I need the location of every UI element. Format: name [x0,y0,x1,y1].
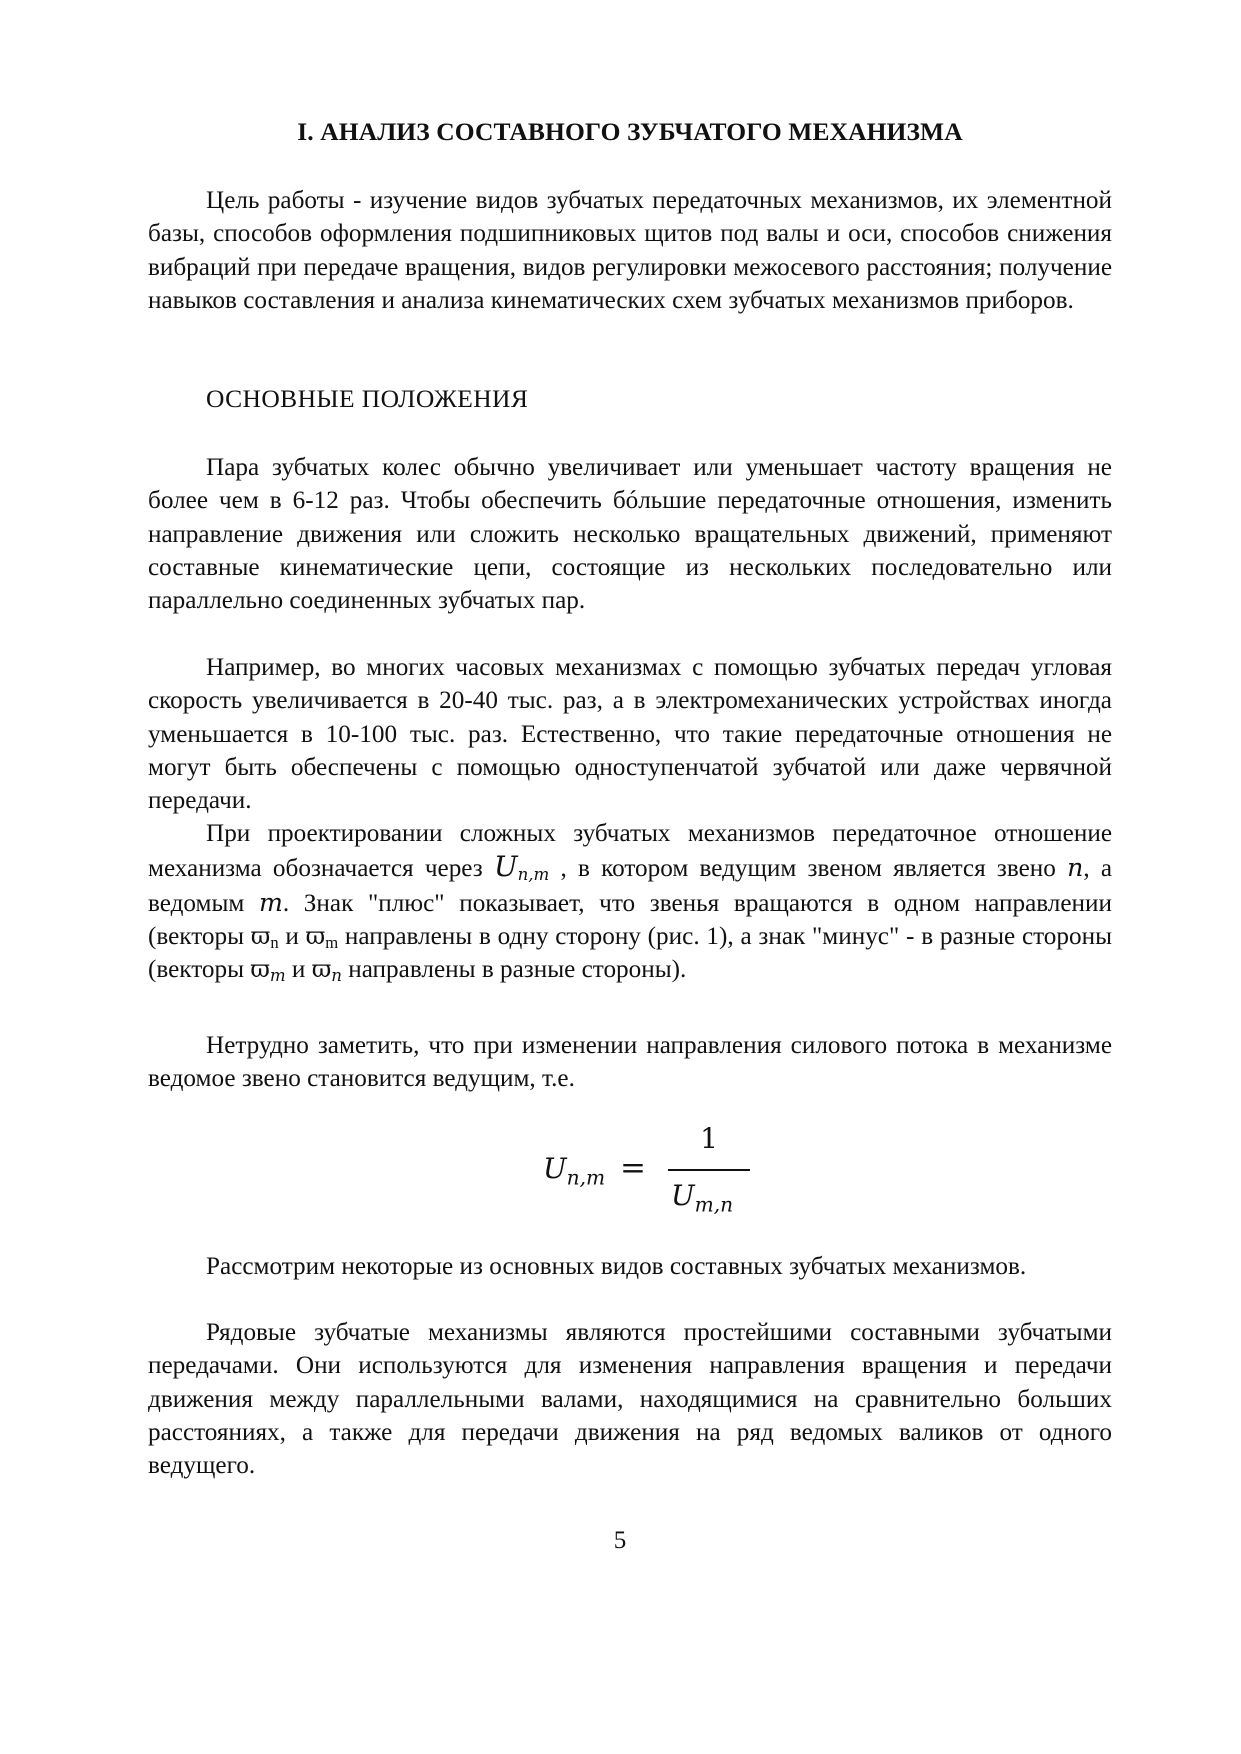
design-paragraph [148,817,1112,986]
design-text-2: , в котором ведущим звеном является звено [549,855,1068,883]
design-text-3: , а ведомым [148,855,1112,917]
omega-subscript-m-italic: m [269,966,286,986]
omega-symbol: ϖ [305,921,326,950]
design-text-1: При проектировании сложных зубчатых механизмов передаточное отношение механизма обозначается через [148,820,1112,883]
omega-subscript-n-italic: n [331,966,342,986]
goal-paragraph: Цель работы - изучение видов зубчатых передаточных механизмов, их элементной базы, способов оформления подшипниковых щитов под валы и оси, способов снижения вибраций при передаче вращения, видов регулировки межосевого расстояния; получение навыков составления и анализа кинематических схем зубчатых механизмов приборов. [148,187,1112,314]
fraction-bar [668,1169,750,1171]
formula-denominator [671,1179,733,1216]
u-subscript: n,m [517,865,550,885]
formula-lhs-symbol: U [543,1152,567,1185]
formula-lhs-subscript: n,m [566,1165,606,1190]
omega-subscript-m: m [325,933,339,953]
pair-paragraph: Пара зубчатых колес обычно увеличивает или уменьшает частоту вращения не более чем в 6-12 раз. Чтобы обеспечить бóльшие передаточные отношения, изменить направление движения или сложить несколько вращательных движений, применяют составные кинематические цепи, состоящие из нескольких последовательно или параллельно соединенных зубчатых пар. [148,454,1112,615]
formula-numerator: 1 [700,1122,718,1155]
page-title: I. АНАЛИЗ СОСТАВНОГО ЗУБЧАТОГО МЕХАНИЗМА [297,117,963,146]
design-text-6: направлены в одну сторону (рис. 1), а знак "минус" - в разные стороны (векторы [148,922,1112,984]
design-text-5: и [278,922,306,950]
formula-den-symbol: U [671,1179,695,1212]
design-text-7: и [285,956,312,984]
page-number: 5 [613,1527,627,1554]
easy-paragraph: Нетрудно заметить, что при изменении направления силового потока в механизме ведомое звено становится ведущим, т.е. [148,1032,1112,1093]
design-text-8: направлены в разные стороны). [341,956,687,984]
formula-lhs [543,1152,605,1189]
m-symbol: m [258,887,283,917]
design-text-4: . Знак "плюс" показывает, что звенья вращаются в одном направлении (векторы [148,889,1112,950]
formula-equals: = [620,1150,646,1186]
ratio-formula [540,1122,780,1222]
omega-symbol: ϖ [250,955,270,984]
omega-subscript-n: n [270,933,279,953]
omega-symbol: ϖ [311,955,332,984]
n-symbol: n [1067,853,1084,883]
consider-paragraph: Рассмотрим некоторые из основных видов составных зубчатых механизмов. [206,1253,1027,1280]
example-paragraph: Например, во многих часовых механизмах с помощью зубчатых передач угловая скорость увеличивается в 20-40 тыс. раз, а в электромеханических устройствах иногда уменьшается в 10-100 тыс. раз. Естественно, что такие передаточные отношения не могут быть обеспечены с помощью одноступенчатой зубчатой или даже червячной передачи. [148,654,1112,815]
row-paragraph: Рядовые зубчатые механизмы являются простейшими составными зубчатыми передачами. Они используются для изменения направления вращения и передачи движения между параллельными валами, находящимися на сравнительно больших расстояниях, а также для передачи движения на ряд ведомых валиков от одного ведущего. [148,1319,1112,1480]
formula-den-subscript: m,n [694,1192,734,1217]
section-heading: ОСНОВНЫЕ ПОЛОЖЕНИЯ [206,384,529,413]
u-symbol: U [493,850,518,884]
omega-symbol: ϖ [250,921,271,950]
